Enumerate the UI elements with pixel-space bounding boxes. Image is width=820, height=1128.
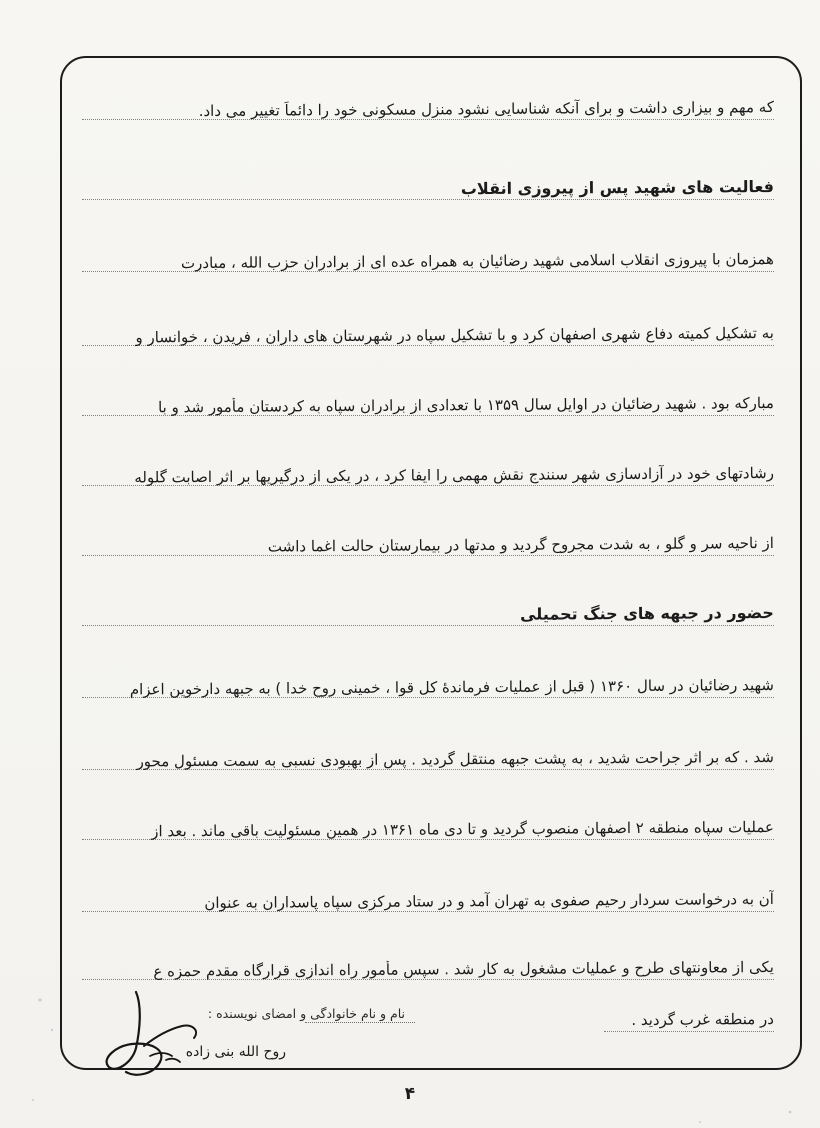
section-heading-after-revolution xyxy=(82,128,774,208)
text-line-10 xyxy=(82,698,774,778)
section-heading-war-presence xyxy=(82,554,774,634)
text-line-1 xyxy=(82,48,774,128)
line-text: از ناحیه سر و گلو ، به شدت مجروح گردید و مدتها در بیمارستان حالت اغما داشت xyxy=(267,534,774,556)
text-line-9 xyxy=(82,626,774,706)
author-signature-label: نام و نام خانوادگی و امضای نویسنده : xyxy=(207,1006,405,1021)
line-text: شد . که بر اثر جراحت شدید ، به پشت جبهه منتقل گردید . پس از بهبودی نسبی به سمت مسئول محور xyxy=(136,748,774,771)
text-line-5 xyxy=(82,344,774,424)
line-text: شهید رضائیان در سال ۱۳۶۰ ( قبل از عملیات فرماندهٔ کل قوا ، خمینی روح خدا ) به جبهه دارخوین اعزام xyxy=(129,676,774,699)
signature-guide-line xyxy=(305,1022,415,1023)
line-text: آن به درخواست سردار رحیم صفوی به تهران آمد و در ستاد مرکزی سپاه پاسداران به عنوان xyxy=(204,890,775,912)
dotted-guide-line xyxy=(604,1031,774,1032)
text-line-14 xyxy=(604,960,774,1040)
line-text: مبارکه بود . شهید رضائیان در اوایل سال ۱۳۵۹ با تعدادی از برادران سپاه به کردستان مأمور شد و با xyxy=(157,394,774,417)
text-line-11 xyxy=(82,768,774,848)
line-text: یکی از معاونتهای طرح و عملیات مشغول به کار شد . سپس مأمور راه اندازی قرارگاه مقدم حمزه ع xyxy=(153,958,774,981)
line-text: رشادتهای خود در آزادسازی شهر سنندج نقش مهمی را ایفا کرد ، در یکی از درگیریها بر اثر اصابت گلوله xyxy=(134,464,775,487)
line-text: در منطقه غرب گردید . xyxy=(631,1010,774,1029)
text-line-4 xyxy=(82,274,774,354)
text-line-7 xyxy=(82,484,774,564)
text-line-6 xyxy=(82,414,774,494)
page-number: ۴ xyxy=(404,1084,416,1104)
line-text: به تشکیل کمیته دفاع شهری اصفهان کرد و با تشکیل سپاه در شهرستان های داران ، فریدن ، خوانسار و xyxy=(135,324,774,347)
heading-text: فعالیت های شهید پس از پیروزی انقلاب xyxy=(460,177,774,199)
line-text: که مهم و بیزاری داشت و برای آنکه شناسایی نشود منزل مسکونی خود را دائماً تغییر می داد. xyxy=(198,98,774,121)
heading-text: حضور در جبهه های جنگ تحمیلی xyxy=(519,603,774,624)
line-text: عملیات سپاه منطقه ۲ اصفهان منصوب گردید و تا دی ماه ۱۳۶۱ در همین مسئولیت باقی ماند . بعد از xyxy=(151,818,774,841)
handwritten-signature xyxy=(96,986,206,1086)
author-name: روح الله بنی زاده xyxy=(185,1044,286,1060)
line-text: همزمان با پیروزی انقلاب اسلامی شهید رضائیان به همراه عده ای از برادران حزب الله ، مبادرت xyxy=(180,250,774,273)
text-line-3 xyxy=(82,200,774,280)
